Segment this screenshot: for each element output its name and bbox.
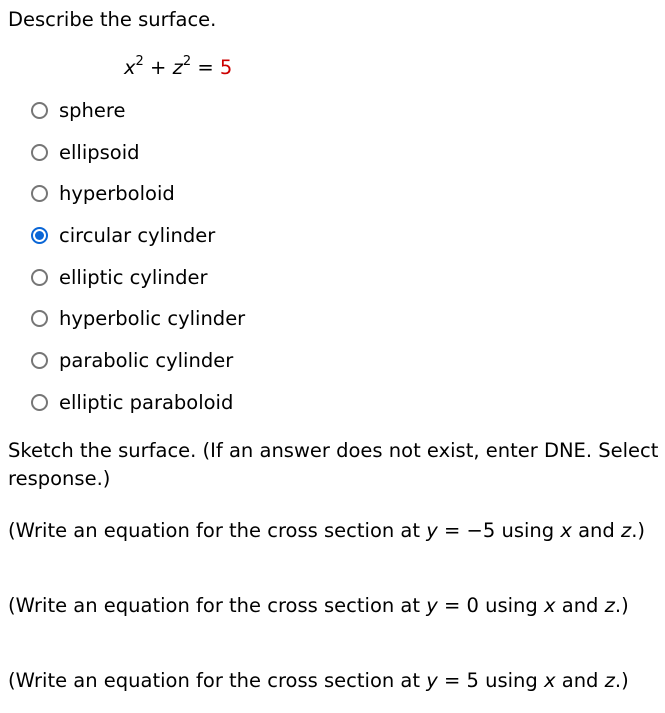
option-label: elliptic paraboloid xyxy=(59,390,234,414)
equation-exponent-x: 2 xyxy=(135,53,144,69)
option-label: parabolic cylinder xyxy=(59,348,234,372)
radio-button[interactable] xyxy=(31,352,48,369)
option-label: elliptic cylinder xyxy=(59,265,208,289)
radio-button[interactable] xyxy=(31,185,48,202)
option-ellipsoid[interactable] xyxy=(31,139,140,165)
option-sphere[interactable] xyxy=(31,97,125,123)
option-hyperbolic-cylinder[interactable] xyxy=(31,305,245,331)
cross-section-prompt-y-neg5: (Write an equation for the cross section at y = −5 using x and z.) xyxy=(8,519,646,542)
option-elliptic-cylinder[interactable] xyxy=(31,264,207,290)
equation-var-x: x xyxy=(124,56,136,79)
question-prompt: Describe the surface. xyxy=(8,8,217,31)
equation-plus: + xyxy=(150,56,167,79)
equation-exponent-z: 2 xyxy=(182,53,192,69)
radio-button[interactable] xyxy=(31,227,48,244)
option-label: circular cylinder xyxy=(59,223,216,247)
surface-equation xyxy=(124,53,233,79)
equation-var-z: z xyxy=(172,56,183,79)
option-label: sphere xyxy=(59,98,126,122)
option-label: hyperbolic cylinder xyxy=(59,306,246,330)
cross-section-prompt-y-5: (Write an equation for the cross section at y = 5 using x and z.) xyxy=(8,669,629,692)
equation-equals: = xyxy=(197,56,214,79)
radio-button[interactable] xyxy=(31,310,48,327)
sketch-instruction xyxy=(8,437,665,492)
option-hyperboloid[interactable] xyxy=(31,180,175,206)
sketch-instruction-line1: Sketch the surface. (If an answer does not exist, enter DNE. Select xyxy=(8,439,659,462)
radio-button[interactable] xyxy=(31,269,48,286)
cross-section-prompt-y-0: (Write an equation for the cross section at y = 0 using x and z.) xyxy=(8,594,629,617)
sketch-instruction-line2: response.) xyxy=(8,466,111,490)
radio-button[interactable] xyxy=(31,102,48,119)
radio-button[interactable] xyxy=(31,144,48,161)
option-parabolic-cylinder[interactable] xyxy=(31,347,233,373)
option-circular-cylinder[interactable] xyxy=(31,222,215,248)
option-elliptic-paraboloid[interactable] xyxy=(31,389,233,415)
option-label: hyperboloid xyxy=(59,181,175,205)
equation-rhs-value: 5 xyxy=(219,56,233,79)
radio-button[interactable] xyxy=(31,394,48,411)
option-label: ellipsoid xyxy=(59,140,140,164)
